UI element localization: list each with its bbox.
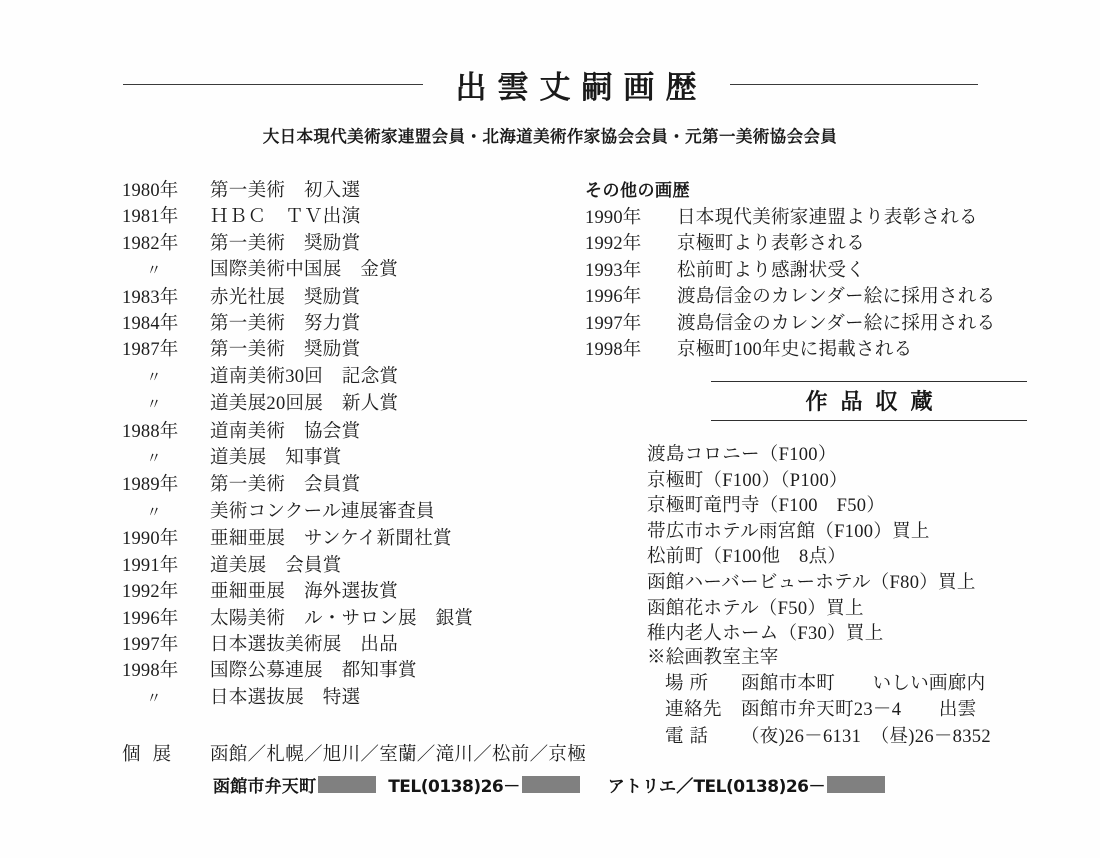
career-entry [122, 337, 582, 363]
ditto-mark: 〃 [146, 263, 162, 280]
footer-tel-label-2: TEL(0138)26－ [693, 777, 825, 797]
studio-info-row [647, 671, 1025, 697]
collection-heading: 作品収蔵 [805, 390, 946, 415]
entry-detail: 日本選抜美術展 出品 [210, 634, 399, 655]
entry-detail: 道南美術30回 記念賞 [210, 366, 399, 387]
entry-detail: 美術コンクール連展審査員 [210, 501, 435, 522]
career-entry [122, 658, 582, 684]
other-career-heading: その他の画歴 [585, 181, 690, 201]
career-entry [585, 311, 1005, 337]
collection-item: 京極町（F100）（P100） [647, 470, 848, 491]
studio-title: ※絵画教室主宰 [647, 648, 779, 668]
entry-detail: 日本選抜展 特選 [210, 687, 361, 708]
entry-detail: 道美展 知事賞 [210, 448, 342, 469]
collection-item: 函館花ホテル（F50）買上 [647, 598, 864, 619]
collection-block [585, 381, 1005, 648]
career-list [122, 178, 582, 712]
entry-year: 1997年 [122, 634, 179, 655]
entry-detail: ＨＢＣ ＴＶ出演 [210, 207, 361, 228]
entry-detail: 亜細亜展 サンケイ新聞社賞 [210, 529, 452, 550]
entry-year: 1982年 [122, 233, 179, 254]
collection-list [585, 443, 1005, 648]
career-entry [122, 285, 582, 311]
career-entry [122, 231, 582, 257]
collection-item: 帯広市ホテル雨宮館（F100）買上 [647, 521, 930, 542]
redaction-box-tel-1 [522, 776, 580, 793]
career-entry [122, 685, 582, 712]
entry-year: 1991年 [122, 555, 179, 576]
collection-item: 函館ハーバービューホテル（F80）買上 [647, 572, 976, 593]
entry-year: 1992年 [585, 234, 642, 255]
entry-year: 1992年 [122, 582, 179, 603]
footer-tel-label-1: TEL(0138)26－ [388, 777, 520, 797]
studio-info-key: 電話 [665, 726, 715, 747]
entry-year: 1984年 [122, 314, 179, 335]
career-entry [122, 526, 582, 552]
career-entry [585, 231, 1005, 257]
entry-year: 1980年 [122, 181, 179, 201]
career-entry [122, 178, 582, 204]
entry-detail: 国際美術中国展 金賞 [210, 260, 399, 281]
studio-rows [647, 671, 1025, 750]
footer-tel-segment-1 [388, 772, 582, 797]
solo-exhibitions-places: 函館／札幌／旭川／室蘭／滝川／松前／京極 [210, 745, 587, 766]
career-entry [122, 553, 582, 579]
career-entry [122, 445, 582, 472]
ditto-mark: 〃 [146, 369, 162, 386]
career-entry [122, 204, 582, 230]
entry-year: 1997年 [585, 313, 642, 334]
solo-exhibitions-row [122, 742, 587, 768]
entry-detail: 渡島信金のカレンダー絵に採用される [677, 287, 996, 308]
career-entry [122, 419, 582, 445]
entry-detail: 京極町100年史に掲載される [677, 340, 913, 361]
collection-heading-wrap [711, 381, 1027, 421]
entry-detail: 赤光社展 奨励賞 [210, 287, 361, 308]
ditto-mark: 〃 [146, 690, 162, 707]
redaction-box-tel-2 [827, 776, 885, 793]
footer-atelier-label: アトリエ／ [607, 777, 694, 797]
entry-year: 1983年 [122, 287, 179, 308]
footer-address-prefix: 函館市弁天町 [213, 777, 317, 797]
career-entry [122, 579, 582, 605]
other-career-list [585, 205, 1005, 363]
studio-info-key: 場所 [665, 674, 715, 694]
entry-detail: 第一美術 奨励賞 [210, 233, 361, 254]
studio-block [585, 645, 1025, 750]
entry-detail: 第一美術 努力賞 [210, 314, 361, 335]
entry-detail: 道美展 会員賞 [210, 555, 342, 576]
studio-info-value: （夜)26－6131 （昼)26－8352 [741, 726, 991, 747]
title-rule-right [730, 84, 978, 85]
document-subtitle: 大日本現代美術家連盟会員・北海道美術作家協会会員・元第一美術協会会員 [262, 127, 838, 146]
entry-year: 1996年 [122, 608, 179, 629]
entry-year: 1990年 [585, 208, 642, 228]
entry-detail: 日本現代美術家連盟より表彰される [677, 208, 978, 228]
other-career-column [585, 178, 1005, 363]
career-entry [122, 606, 582, 632]
ditto-mark: 〃 [146, 504, 162, 521]
career-entry [585, 337, 1005, 363]
entry-detail: 太陽美術 ル・サロン展 銀賞 [210, 608, 474, 629]
ditto-mark: 〃 [146, 397, 162, 414]
studio-info-key: 連絡先 [665, 700, 723, 721]
entry-detail: 松前町より感謝状受く [677, 260, 866, 281]
entry-detail: 第一美術 初入選 [210, 181, 361, 201]
entry-year: 1988年 [122, 421, 179, 442]
redaction-box-address [318, 776, 376, 793]
entry-year: 1998年 [585, 340, 642, 361]
career-entry [122, 632, 582, 658]
footer-contact-bar [0, 772, 1100, 797]
collection-item: 松前町（F100他 8点） [647, 547, 847, 568]
masthead [0, 62, 1100, 107]
entry-detail: 京極町より表彰される [677, 234, 866, 255]
footer-address-segment [213, 772, 378, 797]
studio-info-value: 函館市本町 いしい画廊内 [741, 674, 986, 694]
studio-info-value: 函館市弁天町23－4 出雲 [741, 700, 977, 721]
entry-detail: 第一美術 奨励賞 [210, 340, 361, 361]
entry-year: 1987年 [122, 340, 179, 361]
entry-detail: 渡島信金のカレンダー絵に採用される [677, 313, 996, 334]
page-title: 出雲丈嗣画歴 [455, 70, 708, 105]
title-rule-left [123, 84, 423, 85]
entry-year: 1998年 [122, 661, 179, 682]
career-entry [122, 364, 582, 391]
entry-year: 1981年 [122, 207, 179, 228]
studio-info-row [647, 724, 1025, 750]
entry-year: 1993年 [585, 260, 642, 281]
ditto-mark: 〃 [146, 451, 162, 468]
career-entry [122, 257, 582, 284]
entry-detail: 道南美術 協会賞 [210, 421, 361, 442]
career-entry [585, 284, 1005, 310]
solo-exhibitions-label: 個展 [122, 745, 184, 766]
entry-detail: 国際公募連展 都知事賞 [210, 661, 417, 682]
career-entry [122, 391, 582, 418]
career-column [122, 178, 587, 769]
collection-item: 京極町竜門寺（F100 F50） [647, 496, 886, 517]
entry-detail: 道美展20回展 新人賞 [210, 394, 399, 415]
studio-info-row [647, 697, 1025, 723]
career-entry [122, 499, 582, 526]
collection-item: 稚内老人ホーム（F30）買上 [647, 624, 884, 645]
career-entry [585, 205, 1005, 231]
entry-year: 1989年 [122, 475, 179, 496]
footer-atelier-segment [608, 772, 887, 797]
entry-detail: 第一美術 会員賞 [210, 475, 361, 496]
career-entry [585, 258, 1005, 284]
collection-item: 渡島コロニー（F100） [647, 445, 837, 465]
career-entry [122, 311, 582, 337]
entry-year: 1996年 [585, 287, 642, 308]
entry-year: 1990年 [122, 529, 179, 550]
entry-detail: 亜細亜展 海外選抜賞 [210, 582, 399, 603]
career-entry [122, 472, 582, 498]
